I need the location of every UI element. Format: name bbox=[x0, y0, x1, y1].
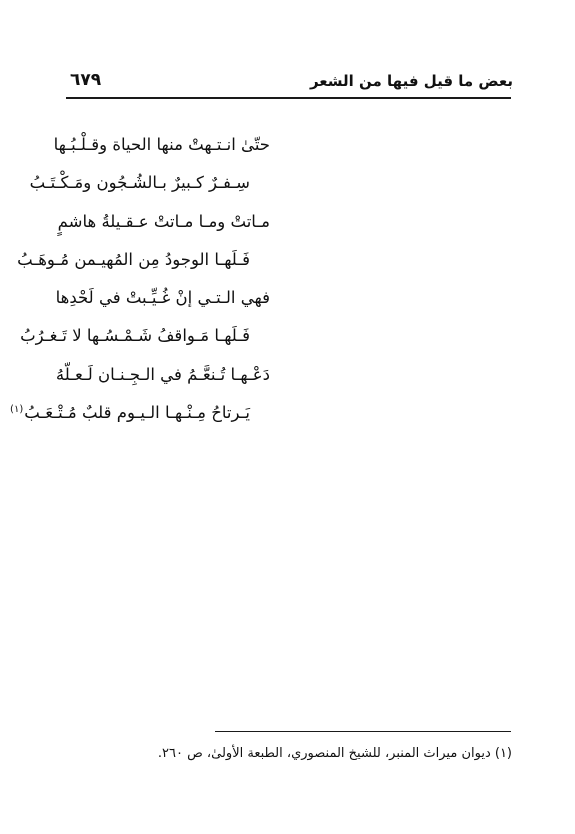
footnote: (١) ديوان ميراث المنبر، للشيخ المنصوري، الطبعة الأولىٰ، ص ٢٦٠. bbox=[157, 746, 512, 761]
verse-text: فهي الـتـي إنْ غُـيِّـبتْ في لَحْدِها bbox=[55, 288, 270, 308]
verse-line bbox=[20, 317, 512, 355]
verse-line bbox=[57, 203, 512, 241]
footnote-reference[interactable]: (١) bbox=[10, 403, 24, 415]
header-title: بعض ما قيل فيها من الشعر bbox=[309, 72, 513, 90]
header-rule bbox=[66, 97, 511, 99]
verse-text: حتّىٰ انـتـهتْ منها الحياة وقـلْـبُـها bbox=[53, 135, 270, 154]
poem bbox=[10, 126, 512, 432]
verse-text: يَـرتاحُ مِـنْـهـا الـيـوم قلبٌ مُـتْـعَـبُ bbox=[24, 403, 250, 423]
verse-line bbox=[55, 356, 512, 394]
page-number: ٦٧٩ bbox=[70, 70, 102, 90]
verse-line bbox=[29, 164, 512, 202]
verse-line bbox=[10, 394, 512, 432]
verse-line bbox=[55, 279, 512, 317]
verse-text: دَعْـهـا تُـنعَّـمُ في الـجِـنـان لَـعـلّهُ bbox=[55, 364, 270, 384]
verse-text: فَـلَهـا الوجودُ مِن المُهيـمن مُـوهَـبُ bbox=[17, 249, 250, 269]
verse-text: فَـلَهـا مَـواقفُ شَـمْـسُـها لا تَـغـرُبُ bbox=[20, 326, 250, 346]
footnote-rule bbox=[215, 731, 511, 732]
verse-text: مـاتتْ ومـا مـاتتْ عـقـيلةُ هاشمٍ bbox=[57, 211, 270, 231]
verse-line bbox=[53, 126, 512, 164]
running-header bbox=[62, 70, 513, 96]
verse-line bbox=[17, 241, 512, 279]
verse-text: سِـفـرٌ كـبيرٌ بـالشُـجُون ومَـكْـتَـبُ bbox=[29, 173, 250, 193]
